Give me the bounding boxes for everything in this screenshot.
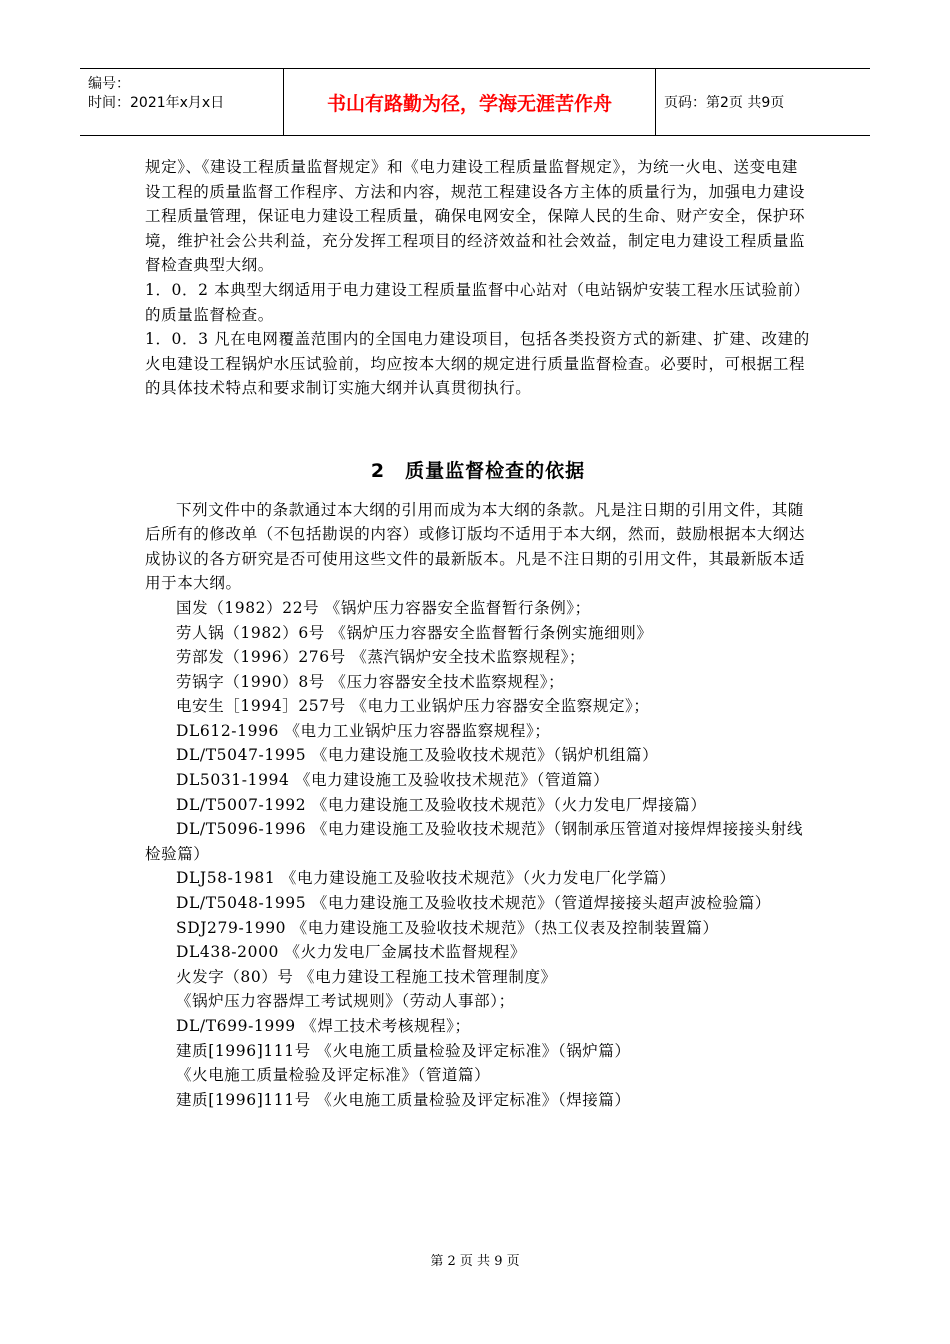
reference-item: DL/T5048-1995 《电力建设施工及验收技术规范》（管道焊接接头超声波检验篇） bbox=[176, 894, 771, 913]
section-heading bbox=[145, 459, 811, 484]
page-header bbox=[80, 68, 870, 136]
reference-item: DL/T5007-1992 《电力建设施工及验收技术规范》（火力发电厂焊接篇） bbox=[176, 795, 707, 814]
reference-item: 《火电施工质量检验及评定标准》（管道篇） bbox=[176, 1066, 491, 1085]
intro-paragraph: 规定》、《建设工程质量监督规定》和《电力建设工程质量监督规定》，为统一火电、送变电建设工程的质量监督工作程序、方法和内容，规范工程建设各方主体的质量行为，加强电力建设工程质量管理，保证电力建设工程质量，确保电网安全，保障人民的生命、财产安全，保护环境，维护社会公共利益，充分发挥工程项目的经济效益和社会效益，制定电力建设工程质量监督检查典型大纲。 bbox=[145, 158, 806, 275]
document-body bbox=[145, 155, 811, 1112]
reference-item: 劳人锅（1982）6号 《锅炉压力容器安全监督暂行条例实施细则》 bbox=[176, 623, 653, 642]
reference-item: 《锅炉压力容器焊工考试规则》（劳动人事部）； bbox=[176, 992, 515, 1011]
reference-list bbox=[145, 596, 811, 1112]
document-date: 时间：2021年x月x日 bbox=[88, 95, 225, 111]
reference-item: 劳部发（1996）276号 《蒸汽锅炉安全技术监察规程》； bbox=[176, 648, 586, 667]
document-code-label: 编号： bbox=[88, 76, 130, 92]
clause-1-0-3: 1．0．3 凡在电网覆盖范围内的全国电力建设项目，包括各类投资方式的新建、扩建、改建的火电建设工程锅炉水压试验前，均应按本大纲的规定进行质量监督检查。必要时，可根据工程的具体技术特点和要求制订实施大纲并认真贯彻执行。 bbox=[145, 330, 810, 398]
reference-item: DLJ58-1981 《电力建设施工及验收技术规范》（火力发电厂化学篇） bbox=[176, 869, 676, 888]
reference-item: DL438-2000 《火力发电厂金属技术监督规程》 bbox=[176, 943, 527, 962]
reference-item: SDJ279-1990 《电力建设施工及验收技术规范》（热工仪表及控制装置篇） bbox=[176, 918, 719, 937]
reference-item: DL612-1996 《电力工业锅炉压力容器监察规程》； bbox=[176, 721, 551, 740]
page-footer: 第 2 页 共 9 页 bbox=[430, 1254, 520, 1269]
section-title: 质量监督检查的依据 bbox=[405, 459, 586, 482]
section-number: 2 bbox=[370, 459, 386, 482]
header-page-number: 页码：第2页 共9页 bbox=[664, 95, 785, 111]
header-meta bbox=[80, 69, 284, 135]
section-spacer bbox=[145, 401, 811, 459]
reference-item: DL5031-1994 《电力建设施工及验收技术规范》（管道篇） bbox=[176, 771, 610, 790]
reference-item: 国发（1982）22号 《锅炉压力容器安全监督暂行条例》； bbox=[176, 598, 591, 617]
reference-item: DL/T5047-1995 《电力建设施工及验收技术规范》（锅炉机组篇） bbox=[176, 746, 659, 765]
clause-1-0-2: 1．0．2 本典型大纲适用于电力建设工程质量监督中心站对（电站锅炉安装工程水压试验前）的质量监督检查。 bbox=[145, 280, 810, 324]
reference-item: 劳锅字（1990）8号 《压力容器安全技术监察规程》； bbox=[176, 672, 565, 691]
section-lead-paragraph: 下列文件中的条款通过本大纲的引用而成为本大纲的条款。凡是注日期的引用文件，其随后所有的修改单（不包括勘误的内容）或修订版均不适用于本大纲，然而，鼓励根据本大纲达成协议的各方研究是否可使用这些文件的最新版本。凡是不注日期的引用文件，其最新版本适用于本大纲。 bbox=[145, 500, 806, 593]
reference-item: DL/T699-1999 《焊工技术考核规程》； bbox=[176, 1017, 471, 1035]
reference-item: 电安生［1994］257号 《电力工业锅炉压力容器安全监察规定》； bbox=[176, 697, 650, 716]
reference-item: 火发字（80）号 《电力建设工程施工技术管理制度》 bbox=[176, 967, 557, 986]
reference-item: 建质[1996]111号 《火电施工质量检验及评定标准》（焊接篇） bbox=[176, 1090, 631, 1109]
header-motto: 书山有路勤为径，学海无涯苦作舟 bbox=[284, 69, 656, 135]
reference-item: 建质[1996]111号 《火电施工质量检验及评定标准》（锅炉篇） bbox=[176, 1041, 631, 1060]
reference-item: DL/T5096-1996 《电力建设施工及验收技术规范》（钢制承压管道对接焊焊接接头射线检验篇） bbox=[145, 820, 804, 863]
